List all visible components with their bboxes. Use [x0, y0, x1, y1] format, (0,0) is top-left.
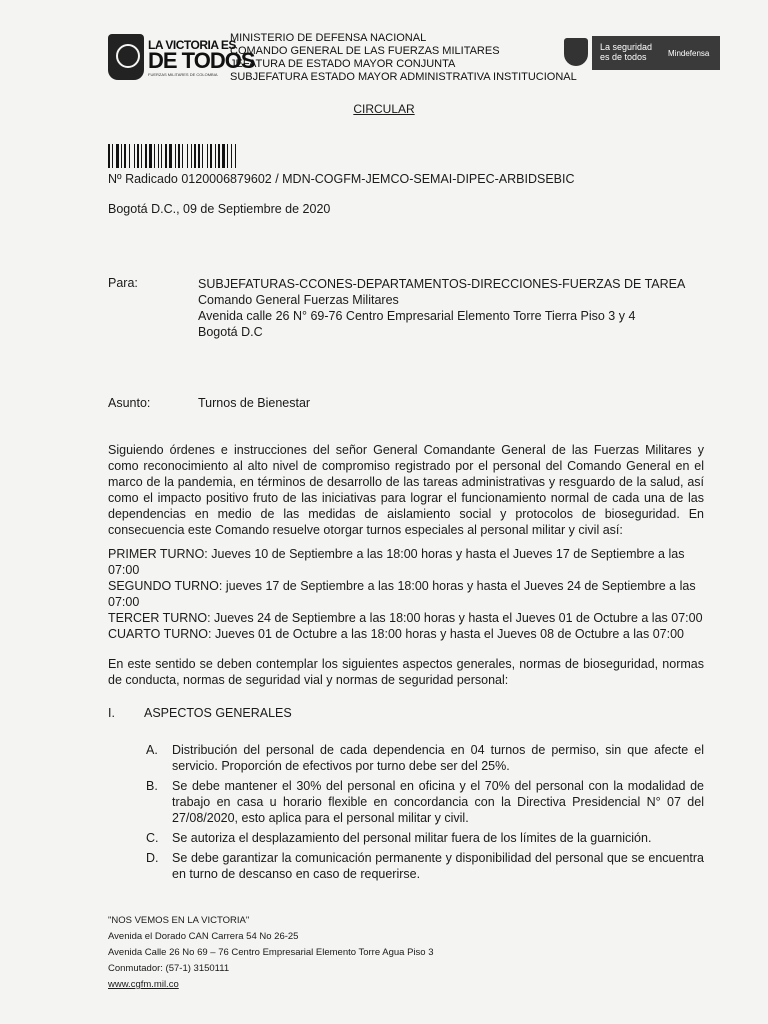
recipient-line: Comando General Fuerzas Militares	[198, 293, 399, 307]
item-letter: B.	[146, 779, 158, 793]
document-date: Bogotá D.C., 09 de Septiembre de 2020	[108, 202, 331, 216]
item-letter: C.	[146, 831, 159, 845]
para-label: Para:	[108, 276, 138, 290]
mindefensa-logo	[560, 36, 720, 70]
org-line: SUBJEFATURA ESTADO MAYOR ADMINISTRATIVA INSTITUCIONAL	[230, 71, 577, 83]
footer-motto: "NOS VEMOS EN LA VICTORIA"	[108, 915, 250, 926]
aspects-list	[146, 742, 704, 886]
list-item	[146, 742, 704, 774]
barcode-icon	[108, 144, 306, 168]
footer-phone: Conmutador: (57-1) 3150111	[108, 963, 230, 974]
recipient-line: SUBJEFATURAS-CCONES-DEPARTAMENTOS-DIRECCIONES-FUERZAS DE TAREA	[198, 277, 686, 291]
turno-item: SEGUNDO TURNO: jueves 17 de Septiembre a las 18:00 horas y hasta el Jueves 24 de Septiembre a las 07:00	[108, 579, 696, 609]
military-emblem-icon	[108, 34, 144, 80]
mindefensa-banner	[592, 36, 720, 70]
list-item	[146, 778, 704, 826]
footer-address: Avenida Calle 26 No 69 – 76 Centro Empresarial Elemento Torre Agua Piso 3	[108, 947, 434, 958]
organization-header	[230, 32, 577, 84]
logo-text-line3: FUERZAS MILITARES DE COLOMBIA	[148, 72, 218, 77]
recipient-block	[198, 276, 685, 340]
ministry-name: Mindefensa	[668, 49, 710, 58]
logo-text-line1: LA VICTORIA ES	[148, 38, 236, 52]
asunto-value: Turnos de Bienestar	[198, 396, 311, 410]
section-title: ASPECTOS GENERALES	[144, 706, 292, 720]
aspects-paragraph: En este sentido se deben contemplar los siguientes aspectos generales, normas de bioseguridad, normas de conducta, normas de seguridad vial y normas de seguridad personal:	[108, 657, 704, 687]
radicado-number: Nº Radicado 0120006879602 / MDN-COGFM-JEMCO-SEMAI-DIPEC-ARBIDSEBIC	[108, 172, 575, 186]
turno-item: CUARTO TURNO: Jueves 01 de Octubre a las 18:00 horas y hasta el Jueves 08 de Octubre a las 07:00	[108, 627, 685, 641]
footer	[108, 913, 433, 993]
list-item	[146, 830, 704, 846]
section-heading	[108, 706, 292, 720]
item-text: Se debe mantener el 30% del personal en oficina y el 70% del personal con la modalidad de trabajo en casa u horario flexible en concordancia con la Directiva Presidencial N° 07 del 27/08/2020, esto aplica para el personal militar y civil.	[172, 779, 704, 825]
org-line: JEFATURA DE ESTADO MAYOR CONJUNTA	[230, 58, 456, 70]
document-type-title: CIRCULAR	[353, 102, 415, 116]
section-number: I.	[108, 706, 115, 720]
turno-item: TERCER TURNO: Jueves 24 de Septiembre a las 18:00 horas y hasta el Jueves 01 de Octubre a las 07:00	[108, 611, 703, 625]
item-letter: D.	[146, 851, 159, 865]
intro-paragraph: Siguiendo órdenes e instrucciones del señor General Comandante General de las Fuerzas Militares y como reconocimiento al alto nivel de compromiso registrado por el personal del Comando General en el marco de la pandemia, en términos de desarrollo de las tareas administrativas y resguardo de la salud, así como el impacto positivo fruto de las iniciativas para lograr el funcionamiento normal de cada una de las dependencias en medio de las medidas de aislamiento social y protocolos de bioseguridad. En consecuencia este Comando resuelve otorgar turnos especiales al personal militar y civil así:	[108, 443, 704, 537]
item-text: Distribución del personal de cada dependencia en 04 turnos de permiso, sin que afecte el servicio. Proporción de efectivos por turno debe ser del 25%.	[172, 743, 704, 773]
list-item	[146, 850, 704, 882]
recipient-line: Avenida calle 26 N° 69-76 Centro Empresarial Elemento Torre Tierra Piso 3 y 4	[198, 309, 636, 323]
footer-website-link[interactable]: www.cgfm.mil.co	[108, 979, 179, 990]
logo-text-line2: DE TODOS	[148, 48, 255, 73]
coat-of-arms-icon	[564, 38, 588, 66]
asunto-label: Asunto:	[108, 396, 151, 410]
org-line: MINISTERIO DE DEFENSA NACIONAL	[230, 32, 427, 44]
footer-address: Avenida el Dorado CAN Carrera 54 No 26-25	[108, 931, 299, 942]
org-line: COMANDO GENERAL DE LAS FUERZAS MILITARES	[230, 45, 500, 57]
turno-item: PRIMER TURNO: Jueves 10 de Septiembre a las 18:00 horas y hasta el Jueves 17 de Septiembre a las 07:00	[108, 547, 685, 577]
turnos-list	[108, 546, 704, 642]
item-letter: A.	[146, 743, 158, 757]
item-text: Se autoriza el desplazamiento del personal militar fuera de los límites de la guarnición.	[172, 831, 652, 845]
recipient-line: Bogotá D.C	[198, 325, 263, 339]
slogan-text: La seguridad es de todos	[600, 42, 653, 62]
item-text: Se debe garantizar la comunicación permanente y disponibilidad del personal que se encuentra en turno de descanso en caso de requerirse.	[172, 851, 704, 881]
victoria-logo	[108, 34, 255, 80]
